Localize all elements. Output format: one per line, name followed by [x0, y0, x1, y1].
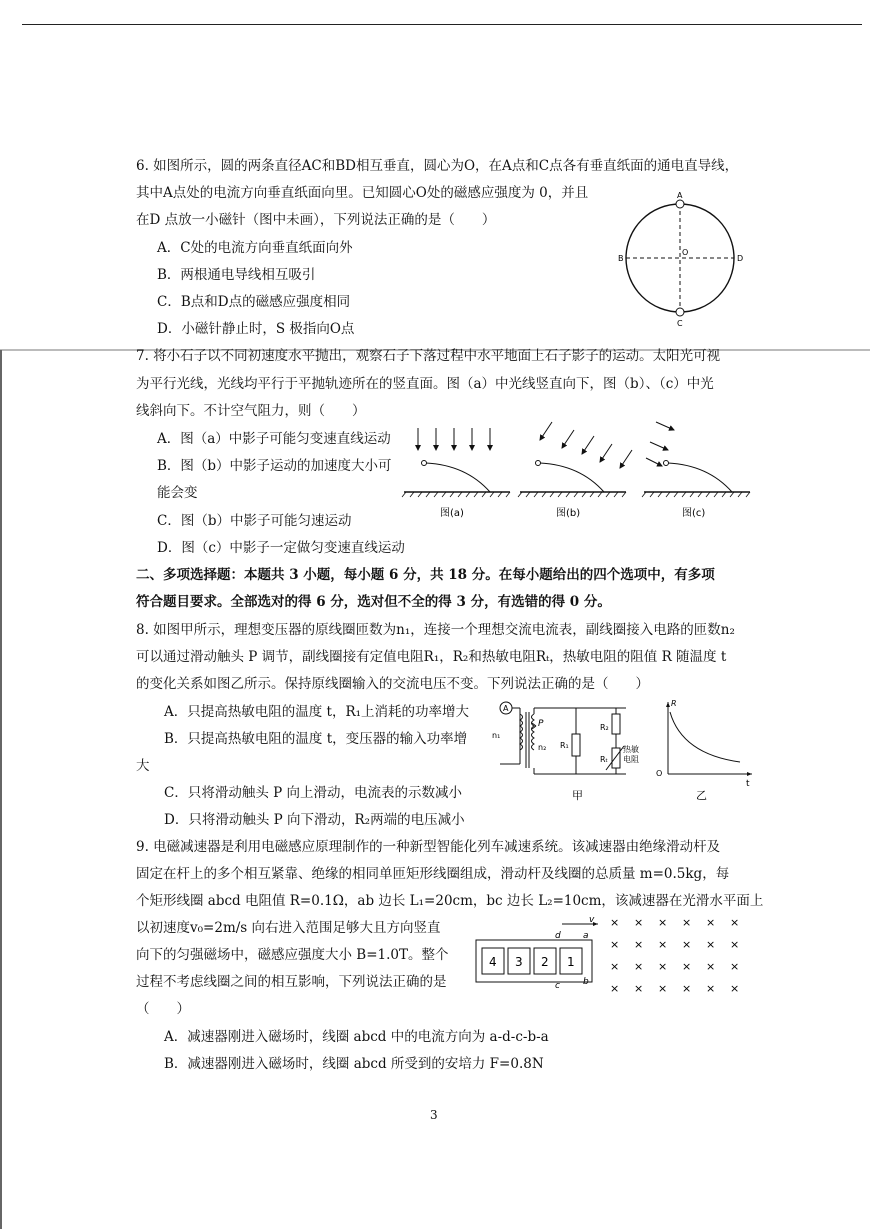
field-x: ×: [610, 960, 620, 973]
magnetic-field: [610, 916, 739, 995]
q9-stem-2: 固定在杆上的多个相互紧靠、绝缘的相同单匝矩形线圈组成，滑动杆及线圈的总质量 m=0.5kg，每: [136, 866, 730, 882]
q7-option-b-line1[interactable]: B．图（b）中影子运动的加速度大小可: [157, 458, 392, 474]
wire-c: [676, 308, 684, 316]
q7-option-d[interactable]: D．图（c）中影子一定做匀变速直线运动: [157, 540, 405, 556]
field-x: ×: [658, 938, 668, 951]
coil-1-label: 1: [567, 955, 575, 969]
q8-option-a[interactable]: A．只提高热敏电阻的温度 t，R₁上消耗的功率增大: [164, 704, 470, 720]
coil-2-label: 2: [541, 955, 549, 969]
q6-stem-2: 其中A点处的电流方向垂直纸面向里。已知圆心O处的磁感应强度为 0，并且: [136, 185, 589, 201]
field-x: ×: [682, 916, 692, 929]
field-x: ×: [634, 982, 644, 995]
q6-option-a[interactable]: A．C处的电流方向垂直纸面向外: [157, 240, 353, 256]
figure-c: [642, 422, 750, 519]
q8-option-d[interactable]: D．只将滑动触头 P 向下滑动，R₂两端的电压减小: [164, 812, 465, 828]
q9-option-a[interactable]: A．减速器刚进入磁场时，线圈 abcd 中的电流方向为 a-d-c-b-a: [164, 1029, 549, 1045]
caption-jia: 甲: [572, 789, 583, 802]
n1-label: n₁: [492, 731, 501, 740]
q9-decelerator-figure: [468, 915, 758, 1000]
a-label: a: [583, 931, 589, 941]
coil-4-label: 4: [489, 955, 497, 969]
section2-heading-line2: 符合题目要求。全部选对的得 6 分，选对但不全的得 3 分，有选错的得 0 分。: [136, 594, 611, 610]
q6-option-d[interactable]: D．小磁针静止时，S 极指向O点: [157, 321, 355, 337]
d-label: d: [555, 931, 561, 941]
scan-edge: [0, 350, 2, 1229]
field-x: ×: [730, 916, 740, 929]
page-number: 3: [430, 1108, 438, 1122]
r-t-graph: [656, 699, 752, 802]
figure-b-caption: 图(b): [556, 508, 581, 519]
field-x: ×: [730, 938, 740, 951]
graph-origin: O: [656, 769, 663, 778]
p-label: P: [538, 719, 544, 729]
field-x: ×: [658, 960, 668, 973]
q9-stem-6: 过程不考虑线圈之间的相互影响，下列说法正确的是: [136, 974, 447, 990]
r1-label: R₁: [560, 741, 569, 750]
field-x: ×: [682, 982, 692, 995]
field-x: ×: [706, 916, 716, 929]
field-x: ×: [610, 938, 620, 951]
field-x: ×: [682, 960, 692, 973]
field-x: ×: [706, 960, 716, 973]
q6-circle-figure: [610, 190, 750, 335]
field-x: ×: [634, 938, 644, 951]
graph-x-label: t: [746, 779, 750, 789]
field-x: ×: [634, 960, 644, 973]
q7-option-c[interactable]: C．图（b）中影子可能匀速运动: [157, 513, 352, 529]
thermistor-text-1: 热敏: [623, 745, 639, 754]
q6-stem-1: 6. 如图所示，圆的两条直径AC和BD相互垂直，圆心为O，在A点和C点各有垂直纸面的通电直导线，: [136, 158, 739, 174]
wire-a: [676, 200, 684, 208]
q8-option-c[interactable]: C．只将滑动触头 P 向上滑动，电流表的示数减小: [164, 785, 462, 801]
figure-a-caption: 图(a): [440, 508, 464, 519]
q7-stem-2: 为平行光线，光线均平行于平抛轨迹所在的竖直面。图（a）中光线竖直向下，图（b）、（c）中光: [136, 376, 714, 392]
field-x: ×: [658, 982, 668, 995]
field-x: ×: [634, 916, 644, 929]
q7-shadow-figures: [398, 418, 758, 528]
b-label: b: [583, 977, 589, 987]
transformer-circuit: [492, 702, 639, 802]
label-a: A: [677, 191, 683, 200]
figure-c-caption: 图(c): [682, 508, 706, 519]
coil-3-label: 3: [515, 955, 523, 969]
resistor-r2: [612, 714, 620, 734]
thermistor-text-2: 电阻: [623, 755, 639, 764]
top-rule: [22, 24, 862, 25]
q9-stem-5: 向下的匀强磁场中，磁感应强度大小 B=1.0T。整个: [136, 947, 449, 963]
thermistor-rt: [612, 748, 620, 768]
q6-option-c[interactable]: C．B点和D点的磁感应强度相同: [157, 294, 351, 310]
rt-label: Rₜ: [600, 755, 608, 764]
r2-label: R₂: [600, 723, 609, 732]
field-x: ×: [730, 960, 740, 973]
q8-circuit-figure: [490, 696, 760, 806]
c-label: c: [555, 981, 560, 991]
q7-option-a[interactable]: A．图（a）中影子可能匀变速直线运动: [157, 431, 391, 447]
q7-stem-3: 线斜向下。不计空气阻力，则（ ）: [136, 403, 366, 419]
resistor-r1: [572, 734, 580, 756]
label-b: B: [618, 254, 624, 263]
q8-option-b-line2: 大: [136, 758, 150, 774]
field-x: ×: [730, 982, 740, 995]
field-x: ×: [706, 982, 716, 995]
v-label: v: [589, 915, 595, 925]
q8-stem-2: 可以通过滑动触头 P 调节，副线圈接有定值电阻R₁，R₂和热敏电阻Rₜ，热敏电阻的阻值 R 随温度 t: [136, 649, 727, 665]
label-c: C: [677, 319, 683, 328]
q7-stem-1: 7. 将小石子以不同初速度水平抛出，观察石子下落过程中水平地面上石子影子的运动。太阳光可视: [136, 348, 721, 364]
field-x: ×: [682, 938, 692, 951]
graph-y-label: R: [671, 699, 677, 708]
q6-option-b[interactable]: B．两根通电导线相互吸引: [157, 267, 316, 283]
ammeter-label: A: [503, 704, 509, 713]
q8-stem-3: 的变化关系如图乙所示。保持原线圈输入的交流电压不变。下列说法正确的是（ ）: [136, 676, 649, 692]
q8-option-b-line1[interactable]: B．只提高热敏电阻的温度 t，变压器的输入功率增: [164, 731, 468, 747]
figure-b: [518, 422, 632, 519]
field-x: ×: [658, 916, 668, 929]
field-x: ×: [610, 982, 620, 995]
q9-stem-3: 个矩形线圈 abcd 电阻值 R=0.1Ω，ab 边长 L₁=20cm，bc 边长 L₂=10cm，该减速器在光滑水平面上: [136, 893, 764, 909]
q9-stem-7: （ ）: [136, 1001, 190, 1017]
q9-option-b[interactable]: B．减速器刚进入磁场时，线圈 abcd 所受到的安培力 F=0.8N: [164, 1056, 544, 1072]
figure-a: [402, 428, 510, 519]
q8-stem-1: 8. 如图甲所示，理想变压器的原线圈匝数为n₁，连接一个理想交流电流表，副线圈接入电路的匝数n₂: [136, 622, 735, 638]
caption-yi: 乙: [696, 789, 707, 802]
section2-heading-line1: 二、多项选择题：本题共 3 小题，每小题 6 分，共 18 分。在每小题给出的四个选项中，有多项: [136, 567, 715, 583]
q6-stem-3: 在D 点放一小磁针（图中未画），下列说法正确的是（ ）: [136, 212, 496, 228]
field-x: ×: [610, 916, 620, 929]
label-d: D: [737, 254, 744, 263]
q9-stem-4: 以初速度v₀=2m/s 向右进入范围足够大且方向竖直: [136, 920, 441, 936]
q9-stem-1: 9. 电磁减速器是利用电磁感应原理制作的一种新型智能化列车减速系统。该减速器由绝缘滑动杆及: [136, 839, 721, 855]
q7-option-b-line2: 能会变: [157, 485, 198, 501]
n2-label: n₂: [538, 743, 547, 752]
field-x: ×: [706, 938, 716, 951]
label-o: O: [682, 248, 689, 257]
